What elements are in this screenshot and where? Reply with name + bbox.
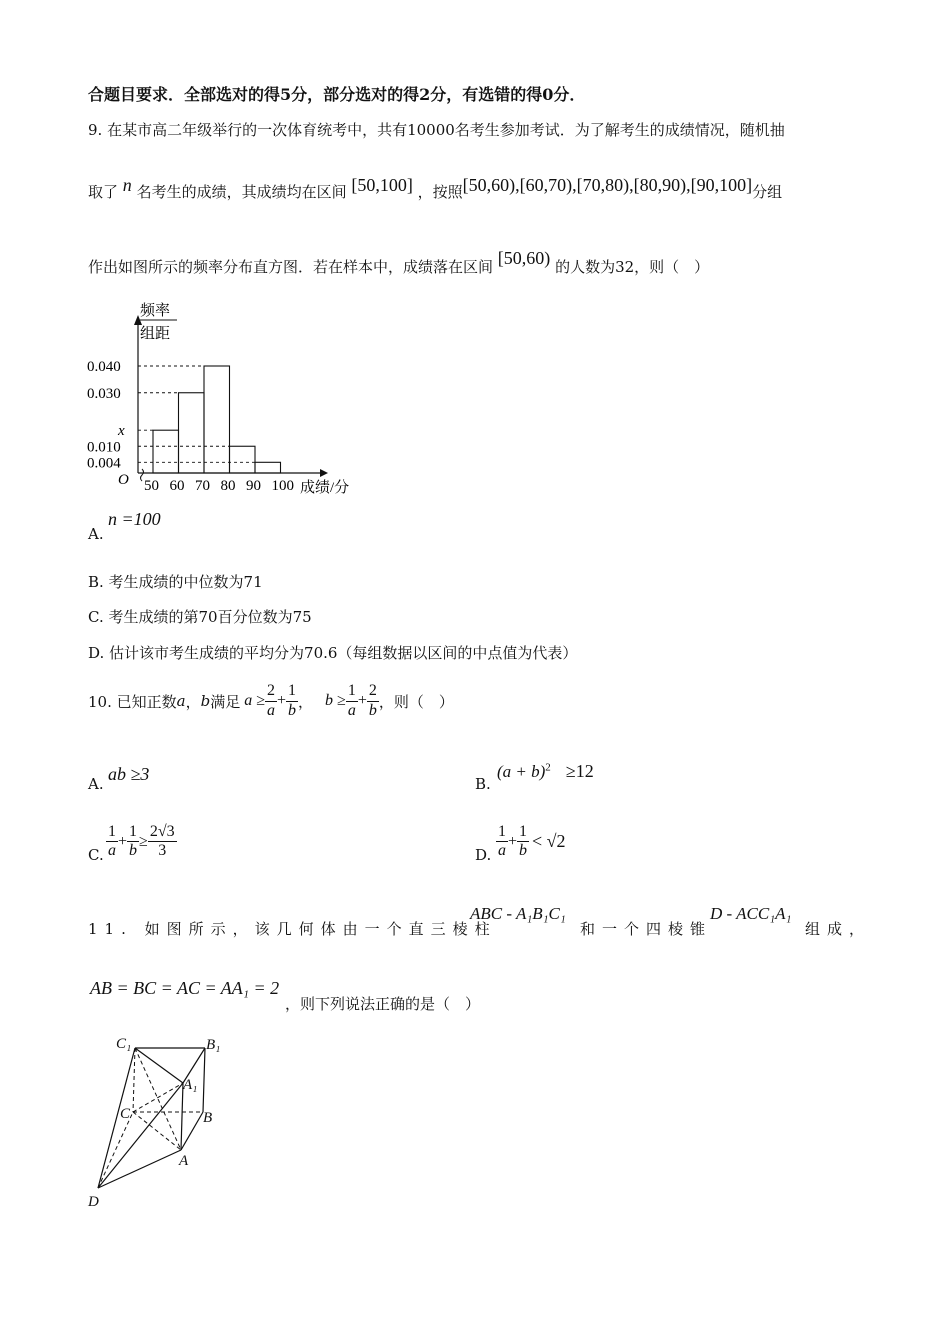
histogram-bar bbox=[230, 446, 256, 473]
y-tick-label: 0.010 bbox=[87, 439, 121, 456]
q11-stem-a: 11. 如图所示，该几何体由一个直三棱柱 bbox=[88, 920, 497, 938]
q9-line3: 作出如图所示的频率分布直方图．若在样本中，成绩落在区间 [50,60) 的人数为32，则（ ） bbox=[88, 248, 710, 276]
label-d: D bbox=[88, 1194, 99, 1210]
label-c1: C₁ bbox=[116, 1036, 132, 1052]
label-a1: A₁ bbox=[183, 1077, 198, 1093]
q10-stem: 10. 已知正数 a ， b 满足 a ≥ $\frac{2}{a}$ + $\frac{1}{b}$ ， b ≥ $\frac{1}{a}$ + $\frac{2}{b}$ ，则（ ） bbox=[88, 682, 454, 719]
edge-equality: AB = BC = AC = AA₁ = 2 bbox=[90, 978, 280, 998]
x-tick-label: 90 bbox=[246, 478, 261, 494]
q9-option-a-math: n =100 bbox=[108, 509, 161, 529]
x-tick-label: 50 bbox=[144, 478, 159, 494]
group-intervals: [50,60),[60,70),[70,80),[80,90),[90,100] bbox=[462, 175, 753, 195]
y-label-bottom: 组距 bbox=[140, 326, 171, 342]
q9-option-a-label: A. bbox=[88, 525, 104, 543]
label-b1: B₁ bbox=[206, 1037, 221, 1053]
histogram-bar bbox=[255, 462, 281, 473]
q10-option-b-math: $(a + b)^2 \ge 12$ bbox=[497, 761, 594, 781]
x-axis-label: 成绩/分 bbox=[300, 480, 350, 496]
histogram-bar bbox=[204, 366, 230, 473]
q10-option-a-label: A. bbox=[88, 775, 104, 793]
q11-stem-b: 和一个四棱锥 bbox=[580, 920, 713, 938]
frequency-histogram bbox=[80, 295, 380, 505]
y-label-top: 频率 bbox=[140, 303, 171, 319]
fraction: $\frac{2}{a}$ bbox=[267, 682, 275, 719]
x-tick-label: 70 bbox=[195, 478, 210, 494]
histogram-bar bbox=[179, 393, 205, 473]
prism-name: ABC - A₁B₁C₁ bbox=[470, 904, 566, 923]
q11-stem-c: 组成， bbox=[805, 920, 872, 938]
q10-option-d-label: D. bbox=[475, 846, 492, 864]
label-b: B bbox=[203, 1110, 213, 1126]
q10-option-b-label: B. bbox=[475, 775, 491, 793]
fraction: $\frac{1}{b}$ bbox=[288, 682, 297, 719]
origin-label: O bbox=[118, 472, 129, 488]
q9-line2: 取了 n 名考生的成绩，其成绩均在区间 [50,100] ，按照[50,60),[60,70),[70,80),[80,90),[90,100]分组 bbox=[88, 175, 783, 201]
y-tick-label: 0.040 bbox=[87, 359, 121, 375]
section-header: 合题目要求．全部选对的得5分，部分选对的得2分，有选错的得0分． bbox=[88, 85, 586, 104]
variable-n: n bbox=[122, 175, 132, 195]
fraction: $\frac{1}{a}$ bbox=[347, 682, 356, 719]
label-a: A bbox=[179, 1153, 189, 1169]
q9-line1: 9. 在某市高二年级举行的一次体育统考中，共有10000名考生参加考试．为了解考生的成绩情况，随机抽 bbox=[88, 121, 785, 139]
y-tick-label: 0.004 bbox=[87, 455, 121, 472]
q10-option-c-math: $\frac{1}{a}$ + $\frac{1}{b}$ ≥ $\frac{2√3}{3}$ bbox=[108, 823, 175, 860]
histogram-bar bbox=[153, 430, 179, 473]
q9-option-b: B. 考生成绩的中位数为71 bbox=[88, 573, 263, 591]
x-tick-label: 60 bbox=[169, 478, 185, 494]
pyramid-name: D - ACC₁A₁ bbox=[710, 904, 792, 923]
q10-option-a-math: ab ≥3 bbox=[108, 764, 150, 784]
fraction: $\frac{2}{b}$ bbox=[368, 682, 377, 719]
q11-stem-d: ，则下列说法正确的是（ ） bbox=[285, 995, 481, 1013]
x-tick-label: 100 bbox=[271, 478, 294, 494]
x-tick-label: 80 bbox=[220, 478, 236, 494]
y-tick-label: 0.030 bbox=[87, 385, 121, 402]
q10-option-c-label: C. bbox=[88, 846, 104, 864]
y-tick-label: x bbox=[118, 423, 125, 440]
q10-option-d-math: $\frac{1}{a}$ + $\frac{1}{b}$ < √2 bbox=[498, 823, 566, 860]
q9-option-c: C. 考生成绩的第70百分位数为75 bbox=[88, 608, 312, 626]
interval-50-60: [50,60) bbox=[497, 248, 551, 268]
label-c: C bbox=[120, 1106, 131, 1122]
x-axis-arrow bbox=[320, 469, 328, 477]
range-interval: [50,100] bbox=[351, 175, 413, 195]
geometry-figure bbox=[80, 1030, 240, 1215]
q9-option-d: D. 估计该市考生成绩的平均分为70.6（每组数据以区间的中点值为代表） bbox=[88, 644, 578, 662]
